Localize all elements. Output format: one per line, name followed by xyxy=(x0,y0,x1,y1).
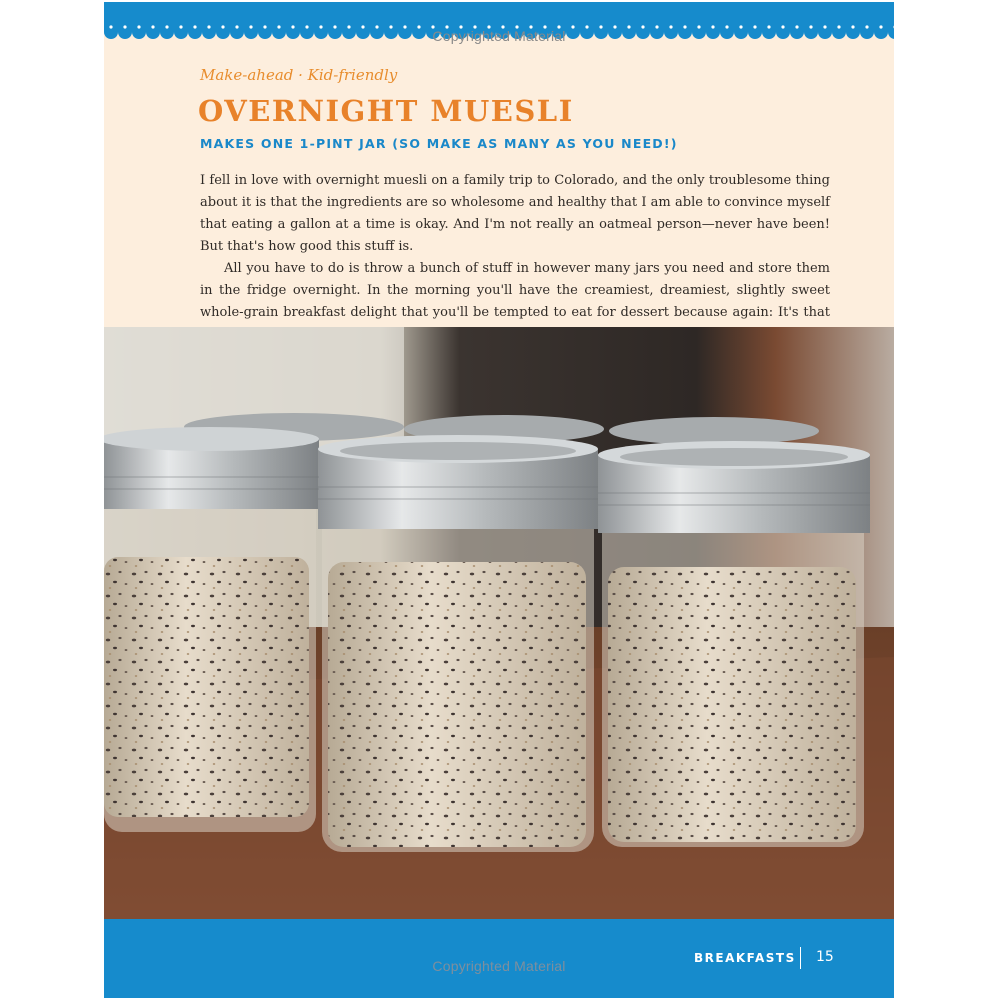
recipe-yield: MAKES ONE 1-PINT JAR (SO MAKE AS MANY AS YOU NEED!) xyxy=(200,136,678,151)
recipe-tagline: Make-ahead · Kid-friendly xyxy=(200,66,398,84)
page-number: 15 xyxy=(816,949,834,965)
muesli-jars-photo xyxy=(104,327,894,919)
footer-section-name: BREAKFASTS xyxy=(694,951,796,965)
recipe-intro xyxy=(200,170,830,346)
cookbook-page xyxy=(104,2,894,998)
intro-paragraph-2: All you have to do is throw a bunch of stuff in however many jars you need and store them in the fridge overnight. In the morning you'll have the creamiest, dreamiest, slightly sweet whole-grain breakfast delight that you'll be tempted to eat for dessert because again: It's that xyxy=(200,261,830,320)
intro-paragraph-1: I fell in love with overnight muesli on a family trip to Colorado, and the only troublesome thing about it is that the ingredients are so wholesome and healthy that I am able to convince myself that eating a gallon at a time is okay. And I'm not really an oatmeal person—never have been! But that's how good this stuff is. xyxy=(200,173,830,254)
watermark-bottom: Copyrighted Material xyxy=(432,958,566,974)
recipe-title: OVERNIGHT MUESLI xyxy=(198,94,574,128)
watermark-top: Copyrighted Material xyxy=(432,28,566,44)
